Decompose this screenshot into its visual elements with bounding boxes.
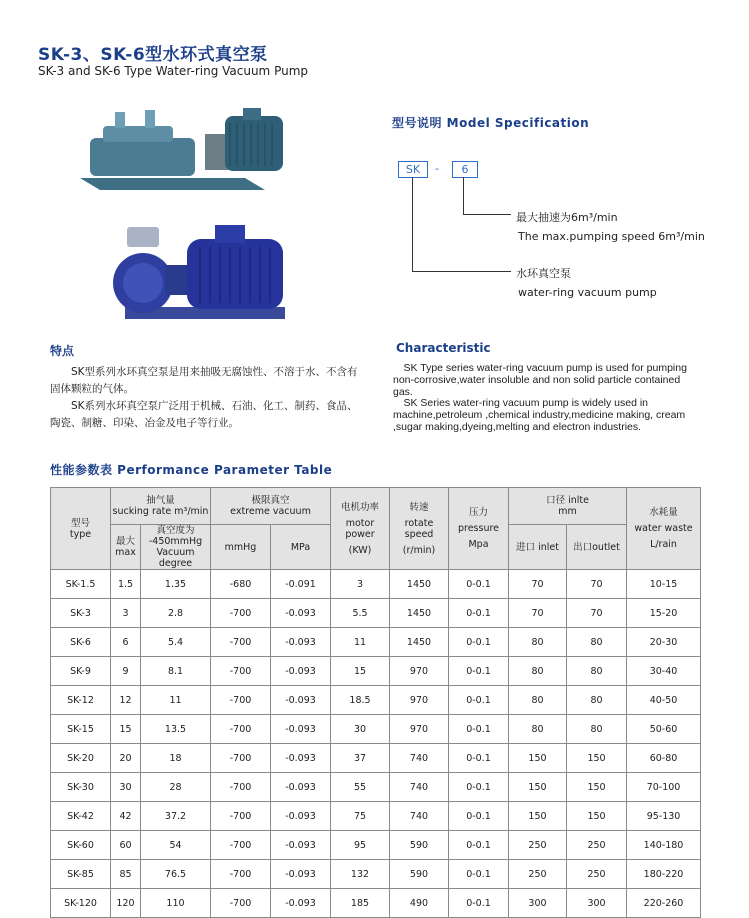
cell-pressure: 0-0.1 (449, 657, 509, 686)
cell-water-waste: 220-260 (627, 889, 701, 918)
cell-outlet: 80 (567, 715, 627, 744)
cell-model: SK-6 (51, 628, 111, 657)
cell-inlet: 70 (509, 570, 567, 599)
cell-rotate-speed: 1450 (390, 599, 449, 628)
cell-rotate-speed: 590 (390, 831, 449, 860)
pump-photo-2 (105, 215, 295, 330)
features-body-en (393, 363, 693, 434)
cell-vacuum-mmhg: -700 (211, 715, 271, 744)
cell-rotate-speed: 740 (390, 744, 449, 773)
cell-rate-450mmhg: 76.5 (141, 860, 211, 889)
features-en-paragraph-1: SK Type series water-ring vacuum pump is used for pumping non-corrosive,water insoluble and non solid particle contained gas. (393, 362, 687, 398)
cell-vacuum-mpa: -0.091 (271, 570, 331, 599)
cell-model: SK-42 (51, 802, 111, 831)
model-code-number: 6 (452, 161, 478, 178)
cell-model: SK-9 (51, 657, 111, 686)
features-title-en: Characteristic (396, 341, 491, 355)
cell-model: SK-30 (51, 773, 111, 802)
cell-max-rate: 42 (111, 802, 141, 831)
cell-rate-450mmhg: 18 (141, 744, 211, 773)
cell-pressure: 0-0.1 (449, 802, 509, 831)
cell-water-waste: 140-180 (627, 831, 701, 860)
cell-rotate-speed: 740 (390, 773, 449, 802)
cell-rate-450mmhg: 1.35 (141, 570, 211, 599)
cell-pressure: 0-0.1 (449, 831, 509, 860)
cell-outlet: 80 (567, 657, 627, 686)
cell-vacuum-mpa: -0.093 (271, 831, 331, 860)
cell-vacuum-mpa: -0.093 (271, 715, 331, 744)
features-title-zh: 特点 (50, 344, 75, 358)
cell-motor-power: 55 (331, 773, 390, 802)
cell-model: SK-60 (51, 831, 111, 860)
cell-outlet: 80 (567, 686, 627, 715)
cell-rate-450mmhg: 2.8 (141, 599, 211, 628)
cell-rate-450mmhg: 110 (141, 889, 211, 918)
pump-photo-1 (75, 98, 290, 200)
cell-water-waste: 15-20 (627, 599, 701, 628)
header-water-waste: 水耗量 water waste L/rain (627, 488, 701, 570)
cell-max-rate: 85 (111, 860, 141, 889)
cell-max-rate: 1.5 (111, 570, 141, 599)
model-code-prefix: SK (398, 161, 428, 178)
header-vacuum-degree: 真空度为 -450mmHg Vacuum degree (141, 525, 211, 570)
header-inlet: 进口 inlet (509, 525, 567, 570)
header-mpa: MPa (271, 525, 331, 570)
table-row (51, 715, 701, 744)
table-row (51, 831, 701, 860)
table-row (51, 860, 701, 889)
cell-rotate-speed: 970 (390, 657, 449, 686)
cell-vacuum-mpa: -0.093 (271, 889, 331, 918)
cell-vacuum-mmhg: -700 (211, 773, 271, 802)
cell-vacuum-mmhg: -700 (211, 599, 271, 628)
cell-pressure: 0-0.1 (449, 889, 509, 918)
header-extreme-vacuum: 极限真空 extreme vacuum (211, 488, 331, 525)
spec-leader-prefix-v (412, 177, 413, 271)
cell-inlet: 250 (509, 831, 567, 860)
table-row (51, 686, 701, 715)
cell-max-rate: 30 (111, 773, 141, 802)
table-row (51, 889, 701, 918)
table-row (51, 744, 701, 773)
cell-outlet: 300 (567, 889, 627, 918)
cell-rate-450mmhg: 37.2 (141, 802, 211, 831)
cell-vacuum-mmhg: -700 (211, 860, 271, 889)
cell-vacuum-mpa: -0.093 (271, 657, 331, 686)
page-title-en: SK-3 and SK-6 Type Water-ring Vacuum Pump (38, 64, 308, 78)
cell-vacuum-mpa: -0.093 (271, 860, 331, 889)
cell-pressure: 0-0.1 (449, 599, 509, 628)
cell-rotate-speed: 1450 (390, 570, 449, 599)
cell-motor-power: 3 (331, 570, 390, 599)
cell-pressure: 0-0.1 (449, 570, 509, 599)
table-row (51, 628, 701, 657)
header-sucking-rate: 抽气量 sucking rate m³/min (111, 488, 211, 525)
cell-motor-power: 5.5 (331, 599, 390, 628)
header-max: 最大 max (111, 525, 141, 570)
cell-motor-power: 185 (331, 889, 390, 918)
cell-vacuum-mmhg: -700 (211, 744, 271, 773)
cell-rate-450mmhg: 8.1 (141, 657, 211, 686)
cell-inlet: 300 (509, 889, 567, 918)
cell-pressure: 0-0.1 (449, 628, 509, 657)
cell-model: SK-3 (51, 599, 111, 628)
table-row (51, 570, 701, 599)
spec-number-desc-zh: 最大抽速为6m³/min (516, 211, 618, 224)
spec-number-desc-en: The max.pumping speed 6m³/min (518, 230, 705, 243)
cell-water-waste: 20-30 (627, 628, 701, 657)
cell-water-waste: 180-220 (627, 860, 701, 889)
header-port-diameter: 口径 inlte mm (509, 488, 627, 525)
cell-pressure: 0-0.1 (449, 744, 509, 773)
cell-motor-power: 18.5 (331, 686, 390, 715)
cell-inlet: 150 (509, 802, 567, 831)
cell-vacuum-mmhg: -700 (211, 686, 271, 715)
cell-max-rate: 3 (111, 599, 141, 628)
cell-outlet: 70 (567, 570, 627, 599)
cell-motor-power: 95 (331, 831, 390, 860)
cell-vacuum-mmhg: -700 (211, 628, 271, 657)
cell-model: SK-85 (51, 860, 111, 889)
table-row (51, 599, 701, 628)
cell-rate-450mmhg: 13.5 (141, 715, 211, 744)
table-row (51, 657, 701, 686)
cell-rotate-speed: 970 (390, 715, 449, 744)
cell-rate-450mmhg: 5.4 (141, 628, 211, 657)
cell-model: SK-120 (51, 889, 111, 918)
table-title: 性能参数表 Performance Parameter Table (50, 463, 333, 477)
cell-water-waste: 60-80 (627, 744, 701, 773)
cell-motor-power: 11 (331, 628, 390, 657)
cell-outlet: 80 (567, 628, 627, 657)
cell-rate-450mmhg: 11 (141, 686, 211, 715)
cell-vacuum-mmhg: -680 (211, 570, 271, 599)
cell-water-waste: 10-15 (627, 570, 701, 599)
features-zh-paragraph-1: SK型系列水环真空泵是用来抽吸无腐蚀性、不溶于水、不含有固体颗粒的气体。 (50, 366, 358, 395)
cell-inlet: 80 (509, 628, 567, 657)
cell-pressure: 0-0.1 (449, 773, 509, 802)
cell-water-waste: 30-40 (627, 657, 701, 686)
cell-vacuum-mmhg: -700 (211, 889, 271, 918)
spec-prefix-desc-zh: 水环真空泵 (516, 267, 571, 280)
cell-inlet: 250 (509, 860, 567, 889)
features-en-paragraph-2: SK Series water-ring vacuum pump is widely used in machine,petroleum ,chemical industry,medicine making, cream ,sugar making,dyeing,melting and electron industries. (393, 397, 686, 433)
cell-max-rate: 9 (111, 657, 141, 686)
cell-water-waste: 40-50 (627, 686, 701, 715)
cell-model: SK-1.5 (51, 570, 111, 599)
cell-rotate-speed: 590 (390, 860, 449, 889)
cell-motor-power: 75 (331, 802, 390, 831)
cell-rate-450mmhg: 54 (141, 831, 211, 860)
spec-leader-number-h (463, 214, 511, 215)
cell-model: SK-12 (51, 686, 111, 715)
cell-inlet: 80 (509, 657, 567, 686)
cell-outlet: 250 (567, 860, 627, 889)
table-row (51, 802, 701, 831)
cell-outlet: 150 (567, 773, 627, 802)
cell-water-waste: 50-60 (627, 715, 701, 744)
cell-inlet: 70 (509, 599, 567, 628)
cell-outlet: 150 (567, 802, 627, 831)
cell-vacuum-mpa: -0.093 (271, 802, 331, 831)
cell-outlet: 70 (567, 599, 627, 628)
cell-vacuum-mmhg: -700 (211, 657, 271, 686)
features-body-zh (50, 364, 360, 432)
cell-rotate-speed: 740 (390, 802, 449, 831)
cell-pressure: 0-0.1 (449, 860, 509, 889)
performance-table (50, 487, 701, 918)
cell-vacuum-mmhg: -700 (211, 831, 271, 860)
cell-vacuum-mpa: -0.093 (271, 599, 331, 628)
cell-vacuum-mpa: -0.093 (271, 744, 331, 773)
header-outlet: 出口outlet (567, 525, 627, 570)
cell-motor-power: 30 (331, 715, 390, 744)
cell-water-waste: 95-130 (627, 802, 701, 831)
cell-max-rate: 120 (111, 889, 141, 918)
cell-vacuum-mpa: -0.093 (271, 773, 331, 802)
cell-rate-450mmhg: 28 (141, 773, 211, 802)
header-rotate-speed: 转速 rotate speed (r/min) (390, 488, 449, 570)
cell-vacuum-mpa: -0.093 (271, 628, 331, 657)
cell-max-rate: 20 (111, 744, 141, 773)
cell-inlet: 150 (509, 773, 567, 802)
cell-pressure: 0-0.1 (449, 686, 509, 715)
cell-max-rate: 12 (111, 686, 141, 715)
cell-rotate-speed: 490 (390, 889, 449, 918)
cell-motor-power: 37 (331, 744, 390, 773)
cell-inlet: 80 (509, 686, 567, 715)
cell-rotate-speed: 1450 (390, 628, 449, 657)
features-zh-paragraph-2: SK系列水环真空泵广泛用于机械、石油、化工、制药、食品、陶瓷、制糖、印染、冶金及电子等行业。 (50, 400, 358, 429)
cell-motor-power: 132 (331, 860, 390, 889)
cell-max-rate: 15 (111, 715, 141, 744)
header-mmhg: mmHg (211, 525, 271, 570)
cell-vacuum-mmhg: -700 (211, 802, 271, 831)
cell-model: SK-15 (51, 715, 111, 744)
cell-max-rate: 60 (111, 831, 141, 860)
cell-outlet: 250 (567, 831, 627, 860)
header-pressure: 压力 pressure Mpa (449, 488, 509, 570)
cell-max-rate: 6 (111, 628, 141, 657)
cell-motor-power: 15 (331, 657, 390, 686)
cell-model: SK-20 (51, 744, 111, 773)
cell-outlet: 150 (567, 744, 627, 773)
cell-water-waste: 70-100 (627, 773, 701, 802)
cell-vacuum-mpa: -0.093 (271, 686, 331, 715)
cell-rotate-speed: 970 (390, 686, 449, 715)
spec-leader-prefix-h (412, 271, 511, 272)
cell-inlet: 80 (509, 715, 567, 744)
spec-leader-number-v (463, 177, 464, 214)
header-motor-power: 电机功率 motor power (KW) (331, 488, 390, 570)
model-code-separator: - (435, 162, 439, 175)
header-model: 型号 type (51, 488, 111, 570)
model-spec-title: 型号说明 Model Specification (392, 116, 590, 130)
page-title-zh: SK-3、SK-6型水环式真空泵 (38, 45, 268, 65)
spec-prefix-desc-en: water-ring vacuum pump (518, 286, 657, 299)
cell-pressure: 0-0.1 (449, 715, 509, 744)
table-row (51, 773, 701, 802)
cell-inlet: 150 (509, 744, 567, 773)
